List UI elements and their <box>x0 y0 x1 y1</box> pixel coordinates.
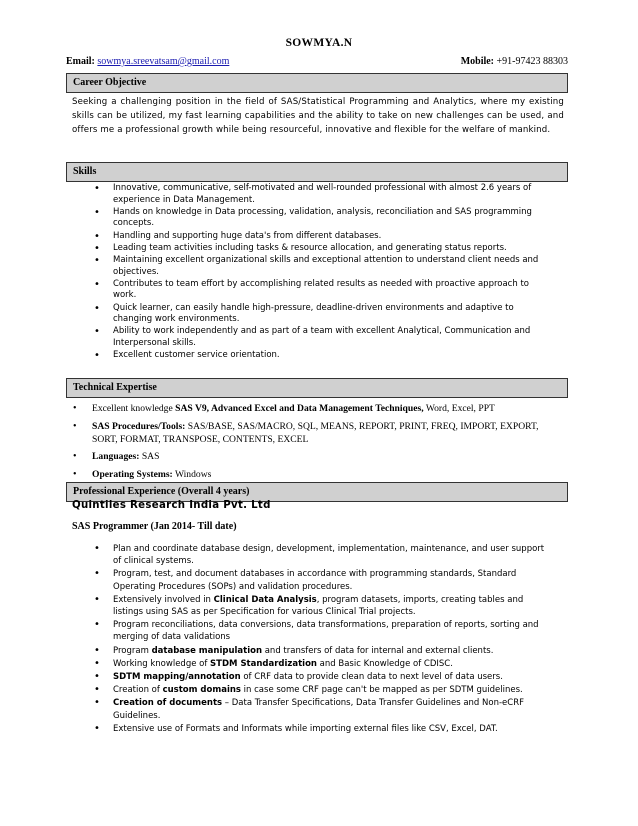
list-item: • Working knowledge of STDM Standardization and Basic Knowledge of CDISC. <box>91 658 553 670</box>
list-item: • Handling and supporting huge data's from different databases. <box>91 231 543 243</box>
email-label: Email: <box>66 56 95 67</box>
mobile-label: Mobile: <box>460 56 495 67</box>
technical-expertise-list <box>70 403 562 487</box>
list-item: • Innovative, communicative, self-motivated and well-rounded professional with almost 2.6 years of experience in Data Management. <box>91 183 543 206</box>
job-role: SAS Programmer (Jan 2014- Till date) <box>72 521 237 532</box>
list-item: • Quick learner, can easily handle high-pressure, deadline-driven environments and adaptive to changing work environments. <box>91 303 543 326</box>
list-item: • Hands on knowledge in Data processing, validation, analysis, reconciliation and SAS programming concepts. <box>91 207 543 230</box>
list-item: • Excellent customer service orientation. <box>91 350 543 362</box>
list-item: • Creation of custom domains in case some CRF page can't be mapped as per SDTM guidelines. <box>91 684 553 696</box>
list-item: • Contributes to team effort by accomplishing related results as needed with proactive approach to work. <box>91 279 543 302</box>
email-block <box>66 56 229 67</box>
experience-list <box>91 543 553 736</box>
list-item: • Excellent knowledge SAS V9, Advanced Excel and Data Management Techniques, Word, Excel, PPT <box>70 403 562 416</box>
section-technical-expertise: Technical Expertise <box>66 378 568 398</box>
list-item: • Program database manipulation and transfers of data for internal and external clients. <box>91 645 553 657</box>
list-item: • Program reconciliations, data conversions, data transformations, preparation of reports, sorting and merging of data validations <box>91 619 553 643</box>
list-item: • Leading team activities including tasks & resource allocation, and generating status reports. <box>91 243 543 255</box>
list-item: • SAS Procedures/Tools: SAS/BASE, SAS/MACRO, SQL, MEANS, REPORT, PRINT, FREQ, IMPORT, EXPORT, SORT, FORMAT, TRANSPOSE, CONTENTS, EXCEL <box>70 421 562 447</box>
section-career-objective: Career Objective <box>66 73 568 93</box>
list-item: • Creation of documents – Data Transfer Specifications, Data Transfer Guidelines and Non-eCRF Guidelines. <box>91 697 553 721</box>
email-link[interactable]: sowmya.sreevatsam@gmail.com <box>97 56 230 67</box>
list-item: • Plan and coordinate database design, development, implementation, maintenance, and user support of clinical systems. <box>91 543 553 567</box>
career-objective-text: Seeking a challenging position in the field of SAS/Statistical Programming and Analytics, where my existing skills can be utilized, my fast learning capabilities and the ability to take on new challenges can be used, and offers me a professional growth while being resourceful, innovative and flexible for the welfare of mankind. <box>72 97 564 136</box>
section-professional-experience: Professional Experience (Overall 4 years) <box>66 482 568 502</box>
list-item: • Program, test, and document databases in accordance with programming standards, Standard Operating Procedures (SOPs) and validation procedures. <box>91 568 553 592</box>
list-item: • SDTM mapping/annotation of CRF data to provide clean data to next level of data users. <box>91 671 553 683</box>
list-item: • Languages: SAS <box>70 451 562 464</box>
list-item: • Extensive use of Formats and Informats while importing external files like CSV, Excel, DAT. <box>91 723 553 735</box>
skills-list <box>91 183 543 362</box>
list-item: • Operating Systems: Windows <box>70 469 562 482</box>
list-item: • Maintaining excellent organizational skills and exceptional attention to understand client needs and objectives. <box>91 255 543 278</box>
company-name: Quintiles Research India Pvt. Ltd <box>72 500 271 511</box>
candidate-name: SOWMYA.N <box>285 37 353 49</box>
list-item: • Extensively involved in Clinical Data Analysis, program datasets, imports, creating tables and listings using SAS as per Specification for various Clinical Trial projects. <box>91 594 553 618</box>
contact-line <box>66 56 568 70</box>
mobile-number: +91-97423 88303 <box>496 56 568 67</box>
section-skills: Skills <box>66 162 568 182</box>
mobile-block <box>461 56 568 67</box>
list-item: • Ability to work independently and as part of a team with excellent Analytical, Communication and Interpersonal skills. <box>91 326 543 349</box>
